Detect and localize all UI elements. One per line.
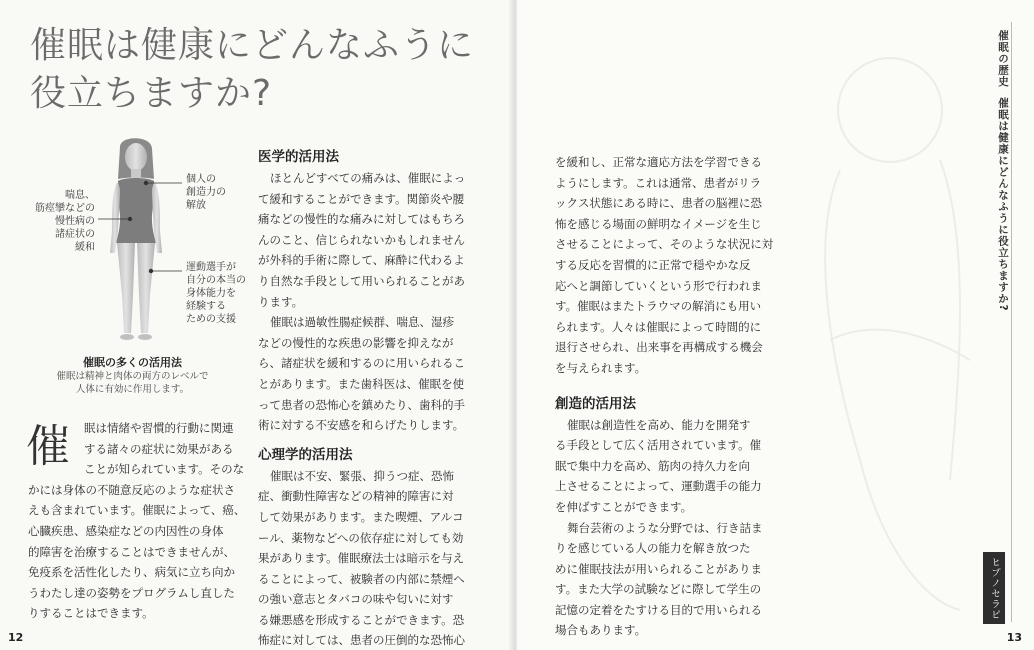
text-line: かには身体の不随意反応のような症状さ: [28, 482, 235, 497]
text-line: 応へと調節していくという形で行われま: [555, 278, 762, 293]
callout-line: 身体能力を: [186, 288, 236, 299]
left-page: [0, 0, 514, 650]
figure-caption: [20, 356, 245, 396]
text-line: 眠で集中力を高め、筋肉の持久力を向: [555, 458, 751, 473]
chapter-tab: ヒプノセラピー: [983, 552, 1005, 624]
callout-line: 慢性病の: [55, 216, 95, 227]
running-head: [987, 30, 1011, 312]
text-line: ら、諸症状を緩和するのに用いられるこ: [258, 356, 465, 371]
callout-line: 解放: [186, 200, 206, 211]
caption-line: 人体に有効に作用します。: [75, 384, 190, 395]
text-line: を緩和し、正常な適応方法を学習できる: [555, 155, 762, 169]
callout-line: 筋痙攣などの: [35, 203, 95, 214]
text-line: 催眠は過敏性腸症候群、喘息、湿疹: [270, 315, 454, 330]
drop-cap: 催: [26, 421, 70, 472]
text-line: ックス状態にある時に、患者の脳裡に恐: [555, 196, 762, 211]
text-line: 免疫系を活性化したり、病気に立ち向か: [28, 565, 235, 580]
text-line: りを感じている人の能力を解き放つた: [555, 541, 751, 556]
text-line: などの慢性的な疾患の影響を抑えなが: [258, 335, 454, 350]
callout-creativity: [186, 173, 226, 212]
text-line: 記憶の定着をたすける目的で用いられる: [555, 602, 762, 617]
text-line: 症、衝動性障害などの精神的障害に対: [258, 489, 454, 504]
text-line: する諸々の症状に効果がある: [84, 441, 234, 456]
faint-background-illustration: [770, 40, 980, 620]
text-line: りすることはできます。: [28, 606, 154, 621]
callout-line: 自分の本当の: [186, 275, 246, 286]
title-line: 催眠は健康にどんなふうに: [30, 25, 475, 66]
callout-line: 創造力の: [186, 187, 226, 198]
margin-rule: [1011, 22, 1012, 622]
text-line: 的障害を治療することはできませんが、: [28, 544, 235, 559]
text-line: ール、薬物などへの依存症に対しても効: [258, 530, 464, 545]
text-line: る嫌悪感を形成することができます。恐: [258, 612, 465, 627]
callout-line: ための支援: [186, 314, 236, 325]
text-line: ことが知られています。そのな: [84, 462, 245, 477]
text-line: す。催眠はまたトラウマの解消にも用い: [555, 299, 762, 314]
text-line: 痛などの慢性的な痛みに対してはもちろ: [258, 212, 465, 227]
text-line: して効果があります。また喫煙、アルコ: [258, 509, 464, 524]
text-line: 術に対する不安感を和らげたりします。: [258, 418, 465, 433]
title-line: 役立ちますか?: [30, 73, 273, 114]
callout-line: 経験する: [186, 301, 226, 312]
text-line: 眠は情緒や習慣的行動に関連: [84, 421, 234, 435]
text-line: り自然な手段として用いられることがあ: [258, 273, 465, 288]
text-line: 退行させられ、出来事を再構成する機会: [555, 340, 763, 355]
text-line: 怖を感じる場面の鮮明なイメージを生じ: [555, 216, 762, 231]
text-line: 心臓疾患、感染症などの内因性の身体: [28, 523, 224, 538]
text-line: させることによって、そのような状況に対: [555, 237, 774, 252]
section-heading-creative: 創造的活用法: [555, 395, 636, 412]
text-line: 場合もあります。: [555, 623, 647, 638]
section-heading-medical: 医学的活用法: [258, 149, 339, 165]
text-line: 催眠は創造性を高め、能力を開発す: [567, 417, 751, 432]
text-line: えも含まれています。催眠によって、癌、: [28, 503, 246, 518]
text-line: ようにします。これは通常、患者がリラ: [555, 175, 762, 190]
caption-line: 催眠は精神と肉体の両方のレベルで: [56, 371, 209, 382]
text-line: を与えられます。: [555, 360, 647, 375]
callout-line: 緩和: [75, 242, 95, 253]
figure-caption-title: 催眠の多くの活用法: [83, 356, 182, 369]
text-line: ります。: [258, 294, 304, 309]
text-line: する反応を習慣的に正常で穏やかな反: [555, 257, 751, 272]
text-line: ることによって、被験者の内部に禁煙へ: [258, 571, 465, 586]
text-line: て緩和することができます。関節炎や腰: [258, 191, 465, 206]
text-line: の強い意志とタバコの味や匂いに対す: [258, 592, 454, 607]
figure-caption-text: [20, 370, 245, 396]
page-title: [30, 22, 474, 118]
right-column: [555, 152, 785, 641]
page-number-right: 13: [1006, 631, 1022, 644]
text-line: 怖症に対しては、患者の圧倒的な恐怖心: [258, 633, 465, 648]
text-line: 催眠は不安、緊張、抑うつ症、恐怖: [270, 468, 454, 483]
text-line: って患者の恐怖心を鎮めたり、歯科的手: [258, 397, 465, 412]
callout-line: 諸症状の: [55, 229, 95, 240]
running-head-chapter: 催眠の歴史: [997, 30, 1009, 88]
text-line: とがあります。また歯科医は、催眠を使: [258, 376, 465, 391]
text-line: 上させることによって、運動選手の能力: [555, 479, 762, 494]
text-line: 果があります。催眠療法士は暗示を与え: [258, 551, 465, 566]
text-line: うわたし達の姿勢をプログラムし直した: [28, 585, 235, 600]
text-line: られます。人々は催眠によって時間的に: [555, 319, 762, 334]
text-line: めに催眠技法が用いられることがありま: [555, 561, 762, 576]
callout-line: 喘息、: [65, 190, 95, 201]
text-line: が外科的手術に際して、麻酔に代わるよ: [258, 253, 465, 268]
text-line: る手段として広く活用されています。催: [555, 438, 762, 453]
text-line: ほとんどすべての痛みは、催眠によっ: [270, 171, 466, 185]
callout-chronic-relief: [5, 189, 95, 254]
callout-athletes: [186, 261, 246, 326]
intro-paragraph: [28, 418, 248, 624]
page-number-left: 12: [8, 631, 24, 644]
section-heading-psychological: 心理学的活用法: [258, 446, 353, 463]
text-line: を伸ばすことができます。: [555, 499, 693, 514]
text-line: んのこと、信じられないかもしれません: [258, 232, 465, 247]
middle-column: [258, 146, 483, 650]
text-line: 舞台芸術のような分野では、行き詰ま: [567, 520, 763, 535]
callout-line: 個人の: [186, 174, 216, 185]
running-head-topic: 催眠は健康にどんなふうに役立ちますか?: [997, 97, 1009, 312]
callout-line: 運動選手が: [186, 262, 236, 273]
text-line: す。また大学の試験などに際して学生の: [555, 582, 762, 597]
